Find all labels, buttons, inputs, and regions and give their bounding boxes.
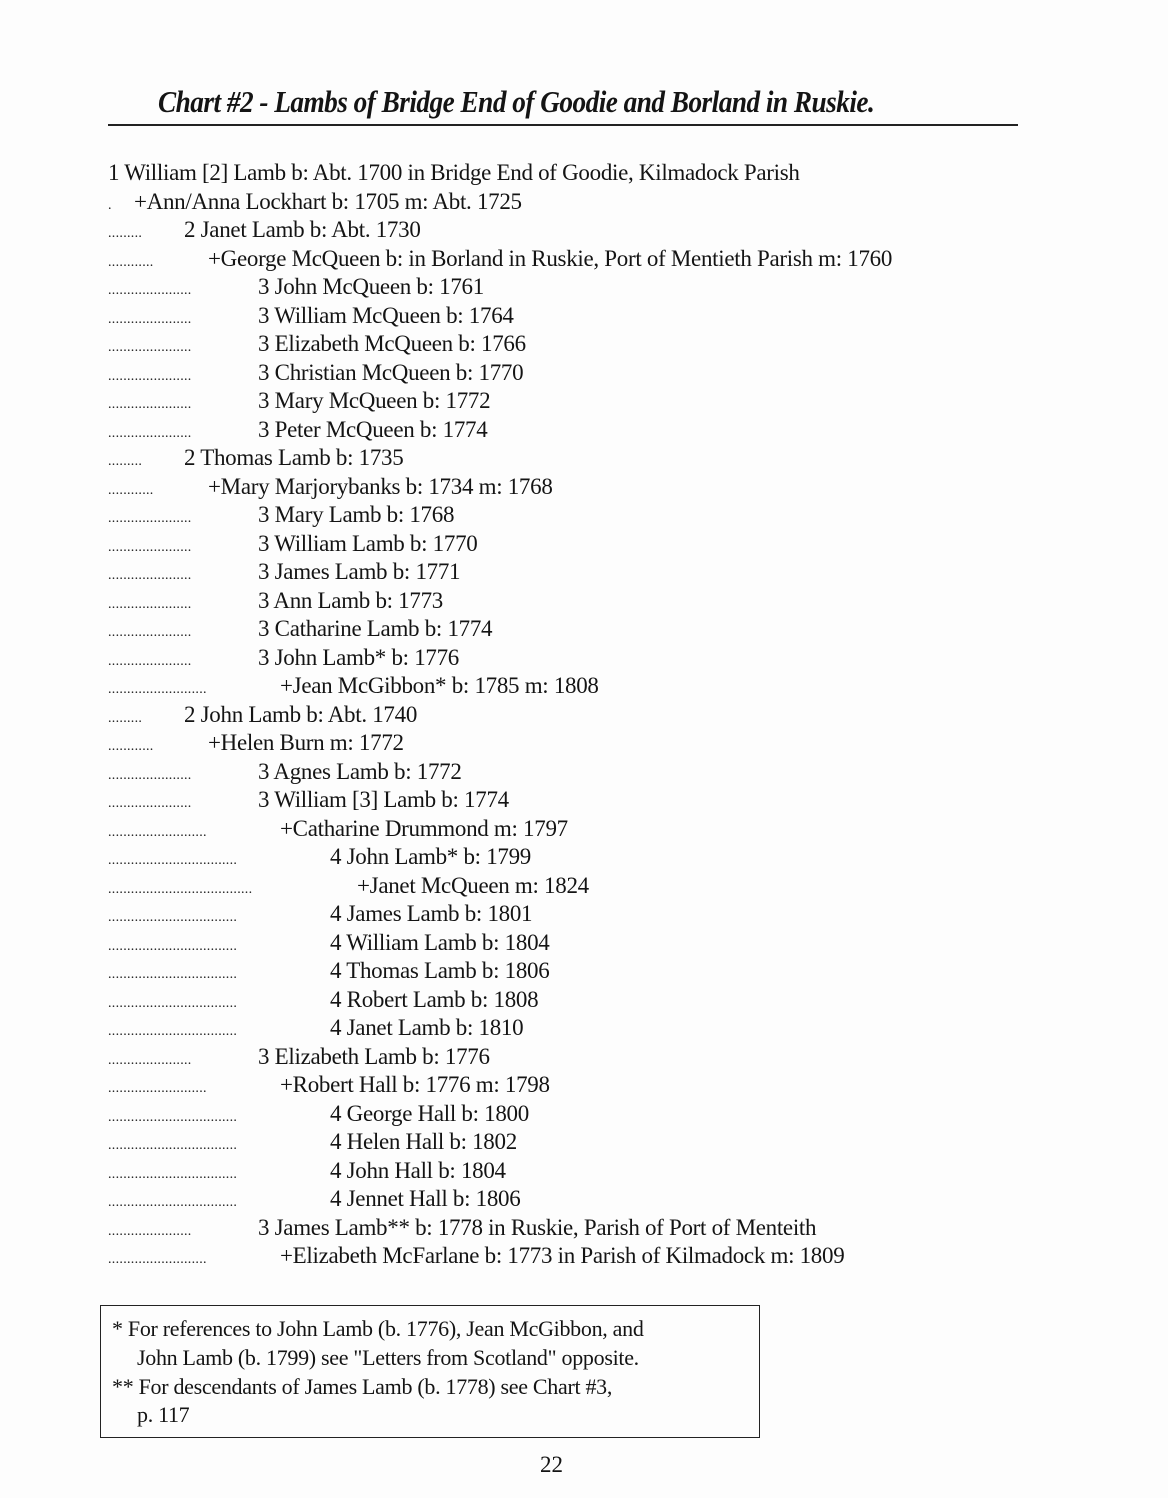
person-entry: [108, 958, 550, 984]
person-entry: [108, 1214, 817, 1241]
entry-text: 4 George Hall b: 1800: [330, 1100, 529, 1126]
leader-dots: ..................................: [108, 1166, 238, 1182]
entry-text: 3 John McQueen b: 1761: [258, 274, 484, 299]
spouse-entry: [108, 188, 522, 215]
leader-dots: ......................: [108, 397, 192, 412]
entry-text: 3 Elizabeth McQueen b: 1766: [258, 331, 526, 356]
leader-dots: ..................................: [108, 1138, 238, 1153]
person-entry: [108, 787, 509, 813]
entry-text: +Ann/Anna Lockhart b: 1705 m: Abt. 1725: [134, 188, 522, 214]
person-entry: [108, 758, 462, 785]
spouse-entry: [108, 730, 404, 756]
leader-dots: ......................: [108, 283, 192, 298]
entry-text: 4 Robert Lamb b: 1808: [330, 986, 539, 1012]
leader-dots: .........: [108, 454, 143, 469]
leader-dots: ..........................: [108, 824, 207, 840]
entry-text: 2 John Lamb b: Abt. 1740: [184, 701, 418, 727]
leader-dots: ............: [108, 254, 154, 270]
entry-text: 4 Jennet Hall b: 1806: [330, 1186, 521, 1211]
title-rule: [108, 124, 1018, 126]
entry-text: 3 Peter McQueen b: 1774: [258, 416, 488, 442]
leader-dots: ......................: [108, 539, 192, 555]
entry-text: 2 Thomas Lamb b: 1735: [184, 445, 404, 470]
entry-text: 3 Elizabeth Lamb b: 1776: [258, 1043, 490, 1069]
entry-text: 4 John Lamb* b: 1799: [330, 844, 531, 869]
person-entry: [108, 302, 514, 329]
person-entry: [108, 1129, 517, 1155]
entry-text: 4 John Hall b: 1804: [330, 1157, 506, 1183]
person-entry: [108, 1157, 506, 1184]
leader-dots: ......................................: [108, 881, 253, 897]
leader-dots: ......................: [108, 625, 192, 640]
leader-dots: ............: [108, 482, 154, 498]
footnote-line-4: p. 117: [137, 1402, 190, 1427]
leader-dots: ..................................: [108, 995, 238, 1011]
entry-text: 3 Mary Lamb b: 1768: [258, 502, 455, 527]
leader-dots: .........: [108, 710, 143, 726]
entry-text: 3 Agnes Lamb b: 1772: [258, 758, 462, 784]
entry-text: 3 Mary McQueen b: 1772: [258, 388, 491, 413]
person-entry: [108, 217, 421, 243]
person-entry: [108, 1186, 521, 1212]
leader-dots: ..................................: [108, 853, 238, 868]
person-entry: [108, 559, 461, 585]
leader-dots: ......................: [108, 1223, 192, 1239]
leader-dots: ......................: [108, 653, 192, 669]
leader-dots: ..........................: [108, 682, 207, 697]
leader-dots: ..................................: [108, 910, 238, 925]
entry-text: +Helen Burn m: 1772: [208, 730, 404, 755]
spouse-entry: [108, 1072, 550, 1098]
spouse-entry: [108, 1243, 845, 1269]
spouse-entry: [108, 673, 599, 699]
entry-text: 4 James Lamb b: 1801: [330, 901, 533, 926]
person-entry: [108, 1043, 490, 1070]
entry-text: 4 Thomas Lamb b: 1806: [330, 958, 550, 983]
person-entry: [108, 616, 493, 642]
entry-text: 3 Catharine Lamb b: 1774: [258, 616, 493, 641]
spouse-entry: [108, 872, 589, 899]
leader-dots: ..................................: [108, 967, 238, 982]
entry-text: 4 Helen Hall b: 1802: [330, 1129, 517, 1154]
entry-text: 3 James Lamb b: 1771: [258, 559, 461, 584]
leader-dots: ......................: [108, 368, 192, 384]
person-entry: [108, 986, 539, 1013]
entry-text: 3 William [3] Lamb b: 1774: [258, 787, 509, 812]
leader-dots: ..................................: [108, 1024, 238, 1039]
leader-dots: ......................: [108, 796, 192, 811]
leader-dots: ..........................: [108, 1252, 207, 1267]
person-entry: [108, 644, 459, 671]
entry-text: +Jean McGibbon* b: 1785 m: 1808: [280, 673, 599, 698]
entry-text: +Robert Hall b: 1776 m: 1798: [280, 1072, 550, 1097]
person-entry: [108, 929, 550, 956]
entry-text: 3 William Lamb b: 1770: [258, 530, 478, 556]
leader-dots: .: [108, 197, 112, 213]
entry-text: 4 Janet Lamb b: 1810: [330, 1015, 524, 1040]
entry-text: 3 John Lamb* b: 1776: [258, 644, 459, 670]
person-entry: [108, 388, 491, 414]
spouse-entry: [108, 815, 568, 842]
leader-dots: ......................: [108, 511, 192, 526]
person-entry: [108, 701, 418, 728]
person-entry: [108, 416, 488, 443]
person-entry: [108, 901, 533, 927]
spouse-entry: [108, 473, 553, 500]
leader-dots: ......................: [108, 311, 192, 327]
entry-text: +Elizabeth McFarlane b: 1773 in Parish of Kilmadock m: 1809: [280, 1243, 845, 1268]
leader-dots: ..........................: [108, 1081, 207, 1096]
leader-dots: ......................: [108, 568, 192, 583]
entry-text: 1 William [2] Lamb b: Abt. 1700 in Bridge End of Goodie, Kilmadock Parish: [108, 160, 800, 185]
leader-dots: .........: [108, 226, 143, 241]
leader-dots: ..................................: [108, 1195, 238, 1210]
person-entry: [108, 1015, 524, 1041]
page-number: 22: [540, 1452, 563, 1477]
person-entry: [108, 331, 526, 357]
person-entry: [108, 445, 404, 471]
entry-text: +Catharine Drummond m: 1797: [280, 815, 568, 841]
person-entry: [108, 274, 484, 300]
person-entry: [108, 1100, 529, 1127]
entry-text: 4 William Lamb b: 1804: [330, 929, 550, 955]
entry-text: 3 Ann Lamb b: 1773: [258, 587, 443, 613]
person-entry: [108, 359, 524, 386]
footnote-line-2: John Lamb (b. 1799) see "Letters from Scotland" opposite.: [137, 1345, 639, 1370]
entry-text: +Mary Marjorybanks b: 1734 m: 1768: [208, 473, 553, 499]
entry-text: 3 Christian McQueen b: 1770: [258, 359, 524, 385]
entry-text: 3 William McQueen b: 1764: [258, 302, 514, 328]
leader-dots: ......................: [108, 1052, 192, 1068]
entry-text: 3 James Lamb** b: 1778 in Ruskie, Parish of Port of Menteith: [258, 1214, 817, 1240]
person-entry: [108, 844, 531, 870]
leader-dots: ..................................: [108, 1109, 238, 1125]
leader-dots: ......................: [108, 425, 192, 441]
footnote-line-1: * For references to John Lamb (b. 1776), Jean McGibbon, and: [112, 1316, 644, 1341]
leader-dots: ..................................: [108, 938, 238, 954]
page-title: Chart #2 - Lambs of Bridge End of Goodie and Borland in Ruskie.: [158, 84, 875, 119]
spouse-entry: [108, 245, 893, 272]
entry-text: +George McQueen b: in Borland in Ruskie, Port of Mentieth Parish m: 1760: [208, 245, 893, 271]
leader-dots: ......................: [108, 340, 192, 355]
leader-dots: ............: [108, 739, 154, 754]
leader-dots: ......................: [108, 596, 192, 612]
leader-dots: ......................: [108, 767, 192, 783]
entry-text: 2 Janet Lamb b: Abt. 1730: [184, 217, 421, 242]
person-entry: [108, 530, 478, 557]
entry-text: +Janet McQueen m: 1824: [357, 872, 589, 898]
person-entry: [108, 587, 443, 614]
footnote-line-3: ** For descendants of James Lamb (b. 1778) see Chart #3,: [112, 1374, 613, 1399]
person-entry: [108, 502, 455, 528]
